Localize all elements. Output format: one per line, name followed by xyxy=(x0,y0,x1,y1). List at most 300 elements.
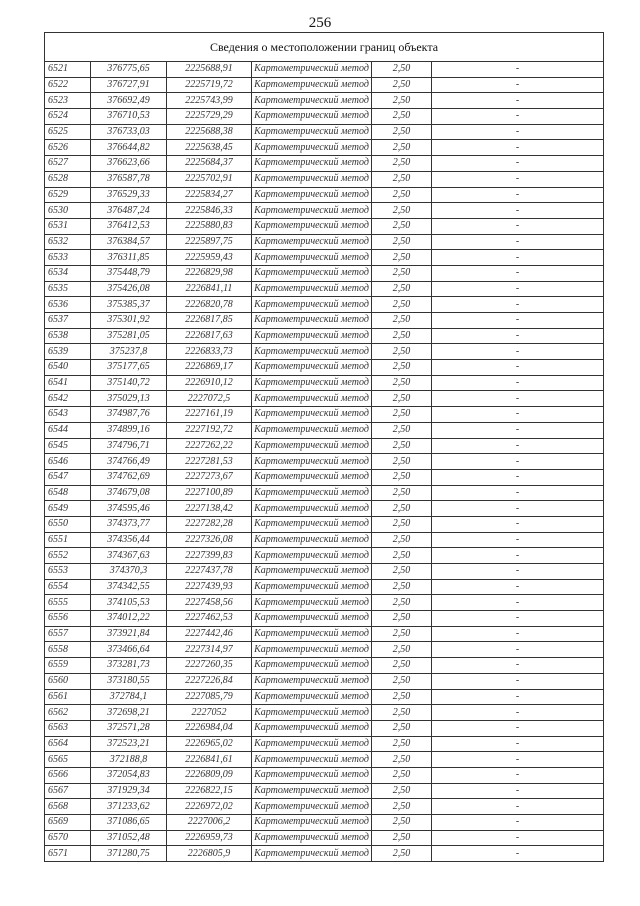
point-number-cell: 6543 xyxy=(45,407,91,423)
note-cell: - xyxy=(432,360,604,376)
note-cell: - xyxy=(432,611,604,627)
method-cell: Картометрический метод xyxy=(252,611,372,627)
note-cell: - xyxy=(432,469,604,485)
point-number-cell: 6539 xyxy=(45,344,91,360)
method-cell: Картометрический метод xyxy=(252,595,372,611)
table-row xyxy=(45,767,604,783)
accuracy-cell: 2,50 xyxy=(372,375,432,391)
accuracy-cell: 2,50 xyxy=(372,203,432,219)
method-cell: Картометрический метод xyxy=(252,218,372,234)
coord-y-cell: 2227326,08 xyxy=(167,532,252,548)
coord-y-cell: 2225834,27 xyxy=(167,187,252,203)
table-row xyxy=(45,391,604,407)
coord-y-cell: 2227006,2 xyxy=(167,815,252,831)
point-number-cell: 6552 xyxy=(45,548,91,564)
point-number-cell: 6534 xyxy=(45,265,91,281)
method-cell: Картометрический метод xyxy=(252,281,372,297)
method-cell: Картометрический метод xyxy=(252,720,372,736)
method-cell: Картометрический метод xyxy=(252,344,372,360)
method-cell: Картометрический метод xyxy=(252,62,372,78)
coord-x-cell: 375177,65 xyxy=(91,360,167,376)
coord-x-cell: 374762,69 xyxy=(91,469,167,485)
coord-x-cell: 376644,82 xyxy=(91,140,167,156)
point-number-cell: 6551 xyxy=(45,532,91,548)
note-cell: - xyxy=(432,250,604,266)
method-cell: Картометрический метод xyxy=(252,422,372,438)
point-number-cell: 6536 xyxy=(45,297,91,313)
coord-x-cell: 371929,34 xyxy=(91,783,167,799)
accuracy-cell: 2,50 xyxy=(372,265,432,281)
coord-y-cell: 2227226,84 xyxy=(167,673,252,689)
accuracy-cell: 2,50 xyxy=(372,501,432,517)
note-cell: - xyxy=(432,156,604,172)
note-cell: - xyxy=(432,799,604,815)
accuracy-cell: 2,50 xyxy=(372,611,432,627)
method-cell: Картометрический метод xyxy=(252,469,372,485)
accuracy-cell: 2,50 xyxy=(372,673,432,689)
table-row xyxy=(45,689,604,705)
coord-x-cell: 376587,78 xyxy=(91,171,167,187)
table-row xyxy=(45,532,604,548)
table-row xyxy=(45,360,604,376)
coord-x-cell: 375140,72 xyxy=(91,375,167,391)
coord-y-cell: 2226984,04 xyxy=(167,720,252,736)
coord-y-cell: 2225743,99 xyxy=(167,93,252,109)
note-cell: - xyxy=(432,658,604,674)
table-row xyxy=(45,564,604,580)
coord-x-cell: 372188,8 xyxy=(91,752,167,768)
method-cell: Картометрический метод xyxy=(252,564,372,580)
table-row xyxy=(45,328,604,344)
note-cell: - xyxy=(432,846,604,862)
coord-x-cell: 373180,55 xyxy=(91,673,167,689)
method-cell: Картометрический метод xyxy=(252,579,372,595)
accuracy-cell: 2,50 xyxy=(372,93,432,109)
accuracy-cell: 2,50 xyxy=(372,328,432,344)
table-row xyxy=(45,501,604,517)
coord-x-cell: 372698,21 xyxy=(91,705,167,721)
note-cell: - xyxy=(432,297,604,313)
coord-x-cell: 374595,46 xyxy=(91,501,167,517)
coord-y-cell: 2227192,72 xyxy=(167,422,252,438)
method-cell: Картометрический метод xyxy=(252,454,372,470)
method-cell: Картометрический метод xyxy=(252,642,372,658)
note-cell: - xyxy=(432,375,604,391)
point-number-cell: 6554 xyxy=(45,579,91,595)
method-cell: Картометрический метод xyxy=(252,77,372,93)
table-row xyxy=(45,375,604,391)
coord-y-cell: 2227282,28 xyxy=(167,516,252,532)
note-cell: - xyxy=(432,93,604,109)
table-row xyxy=(45,469,604,485)
coord-y-cell: 2226965,02 xyxy=(167,736,252,752)
coord-y-cell: 2226822,15 xyxy=(167,783,252,799)
accuracy-cell: 2,50 xyxy=(372,626,432,642)
accuracy-cell: 2,50 xyxy=(372,736,432,752)
coord-x-cell: 376412,53 xyxy=(91,218,167,234)
note-cell: - xyxy=(432,124,604,140)
coord-x-cell: 374679,08 xyxy=(91,485,167,501)
note-cell: - xyxy=(432,391,604,407)
page-number: 256 xyxy=(308,15,332,31)
accuracy-cell: 2,50 xyxy=(372,846,432,862)
point-number-cell: 6533 xyxy=(45,250,91,266)
note-cell: - xyxy=(432,328,604,344)
point-number-cell: 6549 xyxy=(45,501,91,517)
method-cell: Картометрический метод xyxy=(252,767,372,783)
coord-x-cell: 376311,85 xyxy=(91,250,167,266)
method-cell: Картометрический метод xyxy=(252,815,372,831)
method-cell: Картометрический метод xyxy=(252,265,372,281)
coord-y-cell: 2226809,09 xyxy=(167,767,252,783)
accuracy-cell: 2,50 xyxy=(372,752,432,768)
point-number-cell: 6553 xyxy=(45,564,91,580)
point-number-cell: 6563 xyxy=(45,720,91,736)
table-row xyxy=(45,62,604,78)
table-row xyxy=(45,156,604,172)
coord-x-cell: 376384,57 xyxy=(91,234,167,250)
coord-y-cell: 2227437,78 xyxy=(167,564,252,580)
note-cell: - xyxy=(432,140,604,156)
method-cell: Картометрический метод xyxy=(252,313,372,329)
note-cell: - xyxy=(432,422,604,438)
method-cell: Картометрический метод xyxy=(252,485,372,501)
coord-x-cell: 371233,62 xyxy=(91,799,167,815)
table-row xyxy=(45,438,604,454)
coord-y-cell: 2227161,19 xyxy=(167,407,252,423)
accuracy-cell: 2,50 xyxy=(372,767,432,783)
table-row xyxy=(45,846,604,862)
coord-y-cell: 2227260,35 xyxy=(167,658,252,674)
table-row xyxy=(45,187,604,203)
method-cell: Картометрический метод xyxy=(252,140,372,156)
point-number-cell: 6528 xyxy=(45,171,91,187)
table-row xyxy=(45,171,604,187)
coord-x-cell: 374796,71 xyxy=(91,438,167,454)
accuracy-cell: 2,50 xyxy=(372,454,432,470)
table-row xyxy=(45,407,604,423)
accuracy-cell: 2,50 xyxy=(372,689,432,705)
note-cell: - xyxy=(432,532,604,548)
accuracy-cell: 2,50 xyxy=(372,281,432,297)
boundary-table xyxy=(44,32,604,862)
note-cell: - xyxy=(432,516,604,532)
accuracy-cell: 2,50 xyxy=(372,171,432,187)
method-cell: Картометрический метод xyxy=(252,752,372,768)
point-number-cell: 6541 xyxy=(45,375,91,391)
point-number-cell: 6556 xyxy=(45,611,91,627)
table-row xyxy=(45,234,604,250)
note-cell: - xyxy=(432,234,604,250)
method-cell: Картометрический метод xyxy=(252,187,372,203)
coord-y-cell: 2225638,45 xyxy=(167,140,252,156)
coord-x-cell: 375237,8 xyxy=(91,344,167,360)
method-cell: Картометрический метод xyxy=(252,156,372,172)
method-cell: Картометрический метод xyxy=(252,532,372,548)
table-row xyxy=(45,830,604,846)
coord-x-cell: 376692,49 xyxy=(91,93,167,109)
point-number-cell: 6522 xyxy=(45,77,91,93)
coord-x-cell: 372523,21 xyxy=(91,736,167,752)
accuracy-cell: 2,50 xyxy=(372,109,432,125)
table-body xyxy=(45,62,604,862)
point-number-cell: 6542 xyxy=(45,391,91,407)
note-cell: - xyxy=(432,438,604,454)
coord-x-cell: 374370,3 xyxy=(91,564,167,580)
method-cell: Картометрический метод xyxy=(252,673,372,689)
method-cell: Картометрический метод xyxy=(252,548,372,564)
coord-x-cell: 372571,28 xyxy=(91,720,167,736)
table-row xyxy=(45,313,604,329)
note-cell: - xyxy=(432,720,604,736)
point-number-cell: 6550 xyxy=(45,516,91,532)
table-row xyxy=(45,799,604,815)
method-cell: Картометрический метод xyxy=(252,658,372,674)
note-cell: - xyxy=(432,689,604,705)
coord-y-cell: 2226817,63 xyxy=(167,328,252,344)
coord-y-cell: 2227442,46 xyxy=(167,626,252,642)
coord-x-cell: 371280,75 xyxy=(91,846,167,862)
coord-y-cell: 2226869,17 xyxy=(167,360,252,376)
table-row xyxy=(45,626,604,642)
accuracy-cell: 2,50 xyxy=(372,595,432,611)
point-number-cell: 6546 xyxy=(45,454,91,470)
coord-x-cell: 375281,05 xyxy=(91,328,167,344)
coord-x-cell: 374373,77 xyxy=(91,516,167,532)
method-cell: Картометрический метод xyxy=(252,830,372,846)
coord-y-cell: 2227072,5 xyxy=(167,391,252,407)
table-row xyxy=(45,611,604,627)
coord-y-cell: 2225729,29 xyxy=(167,109,252,125)
coord-y-cell: 2227052 xyxy=(167,705,252,721)
note-cell: - xyxy=(432,218,604,234)
note-cell: - xyxy=(432,265,604,281)
coord-y-cell: 2227462,53 xyxy=(167,611,252,627)
point-number-cell: 6564 xyxy=(45,736,91,752)
note-cell: - xyxy=(432,109,604,125)
table-row xyxy=(45,673,604,689)
coord-x-cell: 374356,44 xyxy=(91,532,167,548)
accuracy-cell: 2,50 xyxy=(372,532,432,548)
coord-x-cell: 375029,13 xyxy=(91,391,167,407)
method-cell: Картометрический метод xyxy=(252,407,372,423)
point-number-cell: 6559 xyxy=(45,658,91,674)
point-number-cell: 6529 xyxy=(45,187,91,203)
point-number-cell: 6568 xyxy=(45,799,91,815)
coord-x-cell: 376775,65 xyxy=(91,62,167,78)
note-cell: - xyxy=(432,830,604,846)
accuracy-cell: 2,50 xyxy=(372,250,432,266)
note-cell: - xyxy=(432,548,604,564)
note-cell: - xyxy=(432,705,604,721)
method-cell: Картометрический метод xyxy=(252,516,372,532)
point-number-cell: 6569 xyxy=(45,815,91,831)
table-row xyxy=(45,454,604,470)
coord-y-cell: 2227100,89 xyxy=(167,485,252,501)
coord-y-cell: 2226972,02 xyxy=(167,799,252,815)
accuracy-cell: 2,50 xyxy=(372,77,432,93)
coord-x-cell: 373281,73 xyxy=(91,658,167,674)
table-row xyxy=(45,250,604,266)
note-cell: - xyxy=(432,454,604,470)
table-row xyxy=(45,93,604,109)
point-number-cell: 6535 xyxy=(45,281,91,297)
note-cell: - xyxy=(432,815,604,831)
note-cell: - xyxy=(432,752,604,768)
coord-x-cell: 374342,55 xyxy=(91,579,167,595)
method-cell: Картометрический метод xyxy=(252,93,372,109)
table-row xyxy=(45,720,604,736)
point-number-cell: 6544 xyxy=(45,422,91,438)
coord-x-cell: 374367,63 xyxy=(91,548,167,564)
table-row xyxy=(45,815,604,831)
coord-y-cell: 2227281,53 xyxy=(167,454,252,470)
point-number-cell: 6571 xyxy=(45,846,91,862)
accuracy-cell: 2,50 xyxy=(372,187,432,203)
table-row xyxy=(45,752,604,768)
method-cell: Картометрический метод xyxy=(252,297,372,313)
coord-x-cell: 374899,16 xyxy=(91,422,167,438)
coord-x-cell: 371052,48 xyxy=(91,830,167,846)
method-cell: Картометрический метод xyxy=(252,705,372,721)
coord-y-cell: 2226910,12 xyxy=(167,375,252,391)
point-number-cell: 6521 xyxy=(45,62,91,78)
accuracy-cell: 2,50 xyxy=(372,422,432,438)
accuracy-cell: 2,50 xyxy=(372,124,432,140)
coord-y-cell: 2225702,91 xyxy=(167,171,252,187)
coord-x-cell: 373466,64 xyxy=(91,642,167,658)
point-number-cell: 6567 xyxy=(45,783,91,799)
note-cell: - xyxy=(432,595,604,611)
accuracy-cell: 2,50 xyxy=(372,799,432,815)
accuracy-cell: 2,50 xyxy=(372,344,432,360)
coord-x-cell: 376710,53 xyxy=(91,109,167,125)
point-number-cell: 6547 xyxy=(45,469,91,485)
table-row xyxy=(45,109,604,125)
table-row xyxy=(45,218,604,234)
point-number-cell: 6524 xyxy=(45,109,91,125)
note-cell: - xyxy=(432,344,604,360)
point-number-cell: 6530 xyxy=(45,203,91,219)
note-cell: - xyxy=(432,187,604,203)
point-number-cell: 6540 xyxy=(45,360,91,376)
table-row xyxy=(45,705,604,721)
note-cell: - xyxy=(432,203,604,219)
method-cell: Картометрический метод xyxy=(252,626,372,642)
accuracy-cell: 2,50 xyxy=(372,218,432,234)
accuracy-cell: 2,50 xyxy=(372,140,432,156)
table-row xyxy=(45,783,604,799)
method-cell: Картометрический метод xyxy=(252,328,372,344)
coord-x-cell: 371086,65 xyxy=(91,815,167,831)
method-cell: Картометрический метод xyxy=(252,375,372,391)
accuracy-cell: 2,50 xyxy=(372,297,432,313)
note-cell: - xyxy=(432,626,604,642)
note-cell: - xyxy=(432,642,604,658)
accuracy-cell: 2,50 xyxy=(372,234,432,250)
point-number-cell: 6565 xyxy=(45,752,91,768)
accuracy-cell: 2,50 xyxy=(372,516,432,532)
coord-y-cell: 2226833,73 xyxy=(167,344,252,360)
table-row xyxy=(45,642,604,658)
coord-y-cell: 2227085,79 xyxy=(167,689,252,705)
accuracy-cell: 2,50 xyxy=(372,438,432,454)
note-cell: - xyxy=(432,485,604,501)
point-number-cell: 6562 xyxy=(45,705,91,721)
coord-x-cell: 375448,79 xyxy=(91,265,167,281)
point-number-cell: 6561 xyxy=(45,689,91,705)
coord-y-cell: 2226817,85 xyxy=(167,313,252,329)
coord-y-cell: 2225688,91 xyxy=(167,62,252,78)
coord-x-cell: 374012,22 xyxy=(91,611,167,627)
table-row xyxy=(45,579,604,595)
table-row xyxy=(45,281,604,297)
accuracy-cell: 2,50 xyxy=(372,783,432,799)
table-row xyxy=(45,140,604,156)
coord-y-cell: 2226959,73 xyxy=(167,830,252,846)
accuracy-cell: 2,50 xyxy=(372,720,432,736)
coord-y-cell: 2226841,11 xyxy=(167,281,252,297)
note-cell: - xyxy=(432,673,604,689)
table-row xyxy=(45,736,604,752)
coord-x-cell: 376733,03 xyxy=(91,124,167,140)
coord-x-cell: 374105,53 xyxy=(91,595,167,611)
method-cell: Картометрический метод xyxy=(252,501,372,517)
coord-x-cell: 372054,83 xyxy=(91,767,167,783)
note-cell: - xyxy=(432,767,604,783)
method-cell: Картометрический метод xyxy=(252,846,372,862)
table-row xyxy=(45,124,604,140)
coord-y-cell: 2227458,56 xyxy=(167,595,252,611)
note-cell: - xyxy=(432,579,604,595)
accuracy-cell: 2,50 xyxy=(372,579,432,595)
method-cell: Картометрический метод xyxy=(252,689,372,705)
note-cell: - xyxy=(432,281,604,297)
coord-y-cell: 2225684,37 xyxy=(167,156,252,172)
coord-x-cell: 376529,33 xyxy=(91,187,167,203)
accuracy-cell: 2,50 xyxy=(372,360,432,376)
point-number-cell: 6555 xyxy=(45,595,91,611)
accuracy-cell: 2,50 xyxy=(372,548,432,564)
accuracy-cell: 2,50 xyxy=(372,564,432,580)
coord-x-cell: 373921,84 xyxy=(91,626,167,642)
point-number-cell: 6570 xyxy=(45,830,91,846)
coord-y-cell: 2225719,72 xyxy=(167,77,252,93)
point-number-cell: 6527 xyxy=(45,156,91,172)
table-row xyxy=(45,422,604,438)
accuracy-cell: 2,50 xyxy=(372,469,432,485)
note-cell: - xyxy=(432,783,604,799)
note-cell: - xyxy=(432,62,604,78)
method-cell: Картометрический метод xyxy=(252,234,372,250)
coord-x-cell: 374766,49 xyxy=(91,454,167,470)
note-cell: - xyxy=(432,171,604,187)
coord-y-cell: 2226829,98 xyxy=(167,265,252,281)
point-number-cell: 6558 xyxy=(45,642,91,658)
point-number-cell: 6531 xyxy=(45,218,91,234)
coord-y-cell: 2226841,61 xyxy=(167,752,252,768)
coord-y-cell: 2227273,67 xyxy=(167,469,252,485)
point-number-cell: 6523 xyxy=(45,93,91,109)
coord-y-cell: 2227138,42 xyxy=(167,501,252,517)
coord-y-cell: 2225880,83 xyxy=(167,218,252,234)
point-number-cell: 6560 xyxy=(45,673,91,689)
coord-y-cell: 2226805,9 xyxy=(167,846,252,862)
method-cell: Картометрический метод xyxy=(252,250,372,266)
method-cell: Картометрический метод xyxy=(252,391,372,407)
coord-y-cell: 2227439,93 xyxy=(167,579,252,595)
point-number-cell: 6557 xyxy=(45,626,91,642)
